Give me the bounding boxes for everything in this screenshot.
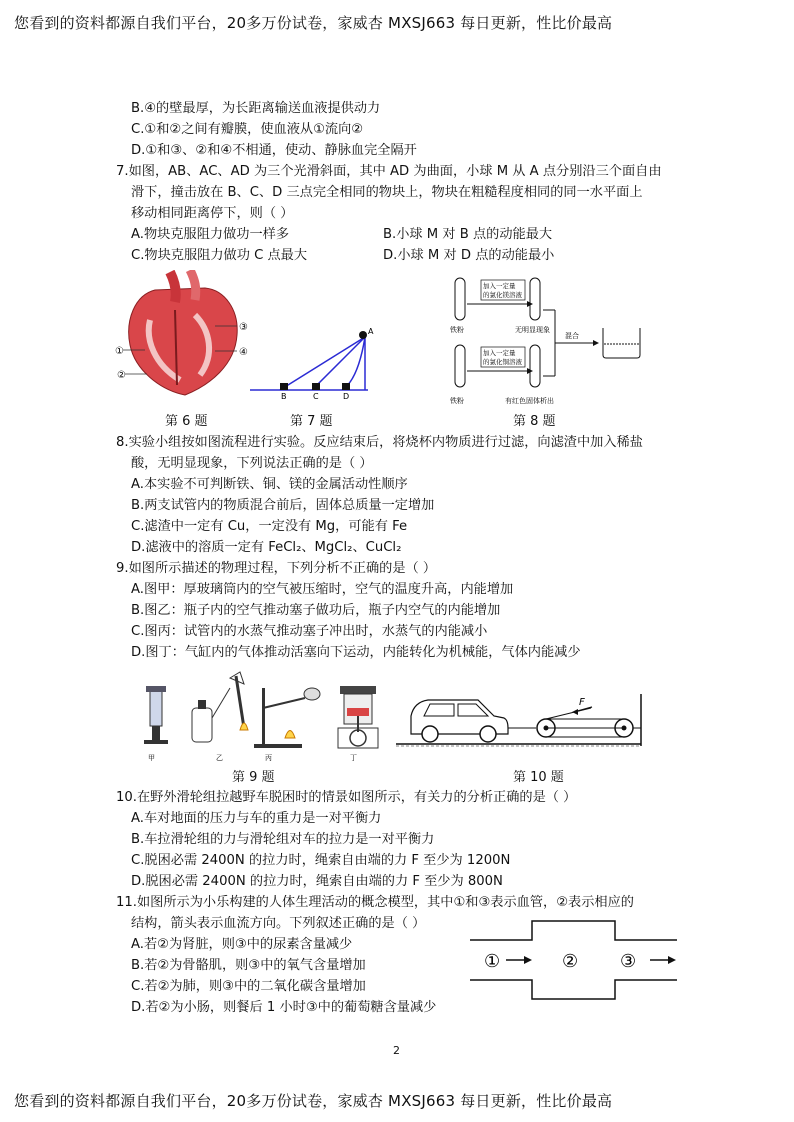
flow-bottom-result: 有红色固体析出: [505, 397, 554, 405]
q8-stem-2: 酸，无明显现象，下列说法正确的是（ ）: [131, 456, 373, 471]
incline-label-a: A: [368, 327, 374, 336]
q9-stem: 9.如图所示描述的物理过程，下列分析不正确的是（ ）: [116, 561, 437, 576]
flow-powder-top: 铁粉: [450, 326, 464, 334]
q10-option-c: C.脱困必需 2400N 的拉力时，绳索自由端的力 F 至少为 1200N: [131, 853, 511, 868]
model-label-2: ②: [562, 951, 579, 972]
q10-stem: 10.在野外滑轮组拉越野车脱困时的情景如图所示，有关力的分析正确的是（ ）: [116, 790, 577, 805]
heart-diagram: [115, 270, 255, 400]
heart-label-4: ④: [239, 347, 248, 358]
force-label-f: F: [579, 697, 585, 708]
q11-stem-2: 结构，箭头表示血流方向。下列叙述正确的是（ ）: [131, 916, 426, 931]
flow-diagram: [445, 270, 655, 410]
sub-label-ding: 丁: [350, 754, 357, 762]
model-label-1: ①: [484, 951, 501, 972]
q11-option-c: C.若②为肺，则③中的二氧化碳含量增加: [131, 979, 366, 994]
q7-stem-2: 滑下，撞击放在 B、C、D 三点完全相同的物块上，物块在粗糙程度相同的同一水平面上: [131, 185, 643, 200]
heart-label-3: ③: [239, 322, 248, 333]
flow-bottom-note-1: 加入一定量: [483, 349, 516, 357]
heart-label-2: ②: [117, 370, 126, 381]
q7-option-d: D.小球 M 对 D 点的动能最小: [383, 248, 555, 263]
q8-option-a: A.本实验不可判断铁、铜、镁的金属活动性顺序: [131, 477, 408, 492]
flow-top-note-1: 加入一定量: [483, 282, 516, 290]
q7-option-b: B.小球 M 对 B 点的动能最大: [383, 227, 553, 242]
incline-diagram: [250, 325, 380, 400]
q9-option-b: B.图乙：瓶子内的空气推动塞子做功后，瓶子内空气的内能增加: [131, 603, 501, 618]
q11-option-a: A.若②为肾脏，则③中的尿素含量减少: [131, 937, 353, 952]
car-pulley-diagram: [396, 688, 654, 754]
sub-label-jia: 甲: [148, 754, 155, 762]
flow-powder-bottom: 铁粉: [450, 397, 464, 405]
q8-option-c: C.滤渣中一定有 Cu，一定没有 Mg，可能有 Fe: [131, 519, 408, 534]
incline-label-d: D: [343, 392, 350, 400]
flow-top-note-2: 的氯化镁溶液: [483, 291, 522, 299]
caption-fig6: 第 6 题: [165, 414, 208, 429]
q11-option-b: B.若②为骨骼肌，则③中的氧气含量增加: [131, 958, 366, 973]
q6-option-d: D.①和③、②和④不相通，使动、静脉血完全隔开: [131, 143, 417, 158]
caption-fig8: 第 8 题: [513, 414, 556, 429]
caption-fig7: 第 7 题: [290, 414, 333, 429]
thermo-processes-diagram: [140, 668, 390, 763]
header-banner: 您看到的资料都源自我们平台，20多万份试卷，家威杏 MXSJ663 每日更新，性比价最高: [14, 14, 613, 32]
q7-option-c: C.物块克服阻力做功 C 点最大: [131, 248, 308, 263]
q9-option-d: D.图丁：气缸内的气体推动活塞向下运动，内能转化为机械能，气体内能减少: [131, 645, 581, 660]
q7-stem-1: 7.如图，AB、AC、AD 为三个光滑斜面，其中 AD 为曲面，小球 M 从 A 点分别沿三个面自由: [116, 164, 662, 179]
q11-stem-1: 11.如图所示为小乐构建的人体生理活动的概念模型，其中①和③表示血管，②表示相应的: [116, 895, 634, 910]
q7-option-a: A.物块克服阻力做功一样多: [131, 227, 290, 242]
q6-option-b: B.④的壁最厚，为长距离输送血液提供动力: [131, 101, 381, 116]
q7-stem-3: 移动相同距离停下，则（ ）: [131, 206, 294, 221]
caption-fig10: 第 10 题: [513, 770, 564, 785]
q8-stem-1: 8.实验小组按如图流程进行实验。反应结束后，将烧杯内物质进行过滤，向滤渣中加入稀盐: [116, 435, 643, 450]
q10-option-b: B.车拉滑轮组的力与滑轮组对车的拉力是一对平衡力: [131, 832, 435, 847]
q9-option-c: C.图丙：试管内的水蒸气推动塞子冲出时，水蒸气的内能减小: [131, 624, 488, 639]
incline-label-c: C: [313, 392, 319, 400]
q8-option-d: D.滤液中的溶质一定有 FeCl₂、MgCl₂、CuCl₂: [131, 540, 402, 555]
blood-flow-model: [470, 918, 678, 1003]
flow-bottom-note-2: 的氯化铜溶液: [483, 358, 522, 366]
page-number: 2: [393, 1044, 400, 1057]
q10-option-d: D.脱困必需 2400N 的拉力时，绳索自由端的力 F 至少为 800N: [131, 874, 503, 889]
flow-mix-label: 混合: [565, 332, 579, 340]
q11-option-d: D.若②为小肠，则餐后 1 小时③中的葡萄糖含量减少: [131, 1000, 437, 1015]
flow-top-result: 无明显现象: [515, 326, 550, 334]
incline-label-b: B: [281, 392, 287, 400]
sub-label-bing: 丙: [265, 754, 272, 762]
q9-option-a: A.图甲：厚玻璃筒内的空气被压缩时，空气的温度升高，内能增加: [131, 582, 514, 597]
caption-fig9: 第 9 题: [232, 770, 275, 785]
model-label-3: ③: [620, 951, 637, 972]
footer-banner: 您看到的资料都源自我们平台，20多万份试卷，家威杏 MXSJ663 每日更新，性比价最高: [14, 1092, 613, 1110]
q8-option-b: B.两支试管内的物质混合前后，固体总质量一定增加: [131, 498, 435, 513]
q10-option-a: A.车对地面的压力与车的重力是一对平衡力: [131, 811, 382, 826]
q6-option-c: C.①和②之间有瓣膜，使血液从①流向②: [131, 122, 364, 137]
sub-label-yi: 乙: [216, 754, 223, 762]
heart-label-1: ①: [115, 346, 124, 357]
